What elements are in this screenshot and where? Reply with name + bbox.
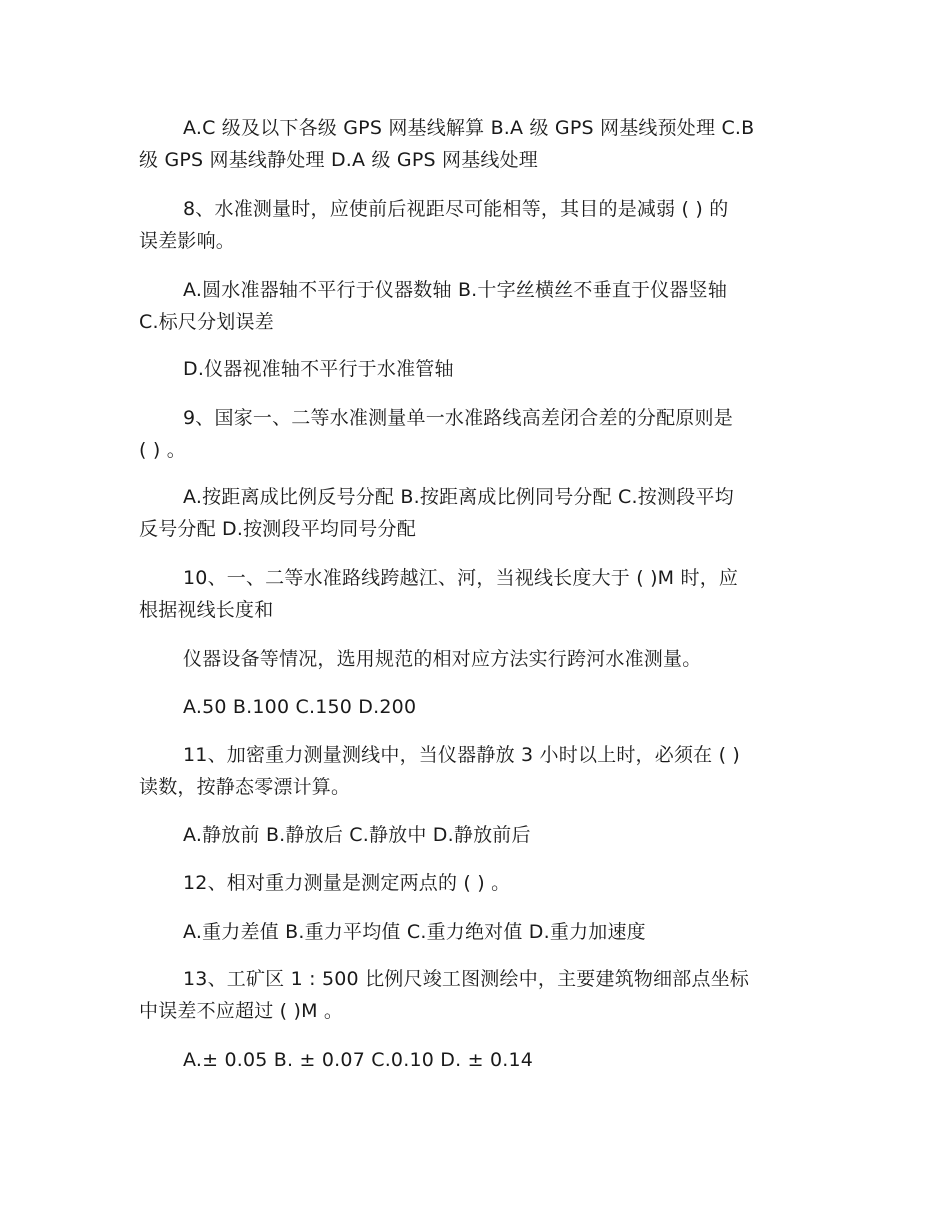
text-line: 11、加密重力测量测线中，当仪器静放 3 小时以上时，必须在 ( )	[183, 744, 741, 766]
q10-options	[139, 691, 811, 723]
q11-options	[139, 819, 811, 851]
q9-options	[139, 481, 811, 545]
text-line: A.C 级及以下各级 GPS 网基线解算 B.A 级 GPS 网基线预处理 C.B	[183, 117, 755, 139]
text-line: 级 GPS 网基线静处理 D.A 级 GPS 网基线处理	[139, 149, 538, 171]
q9-question	[139, 402, 811, 466]
text-line: 13、工矿区 1 : 500 比例尺竣工图测绘中，主要建筑物细部点坐标	[183, 968, 750, 990]
text-line: A.静放前 B.静放后 C.静放中 D.静放前后	[183, 824, 531, 846]
q8-options-ab	[139, 274, 811, 338]
q13-question	[139, 963, 811, 1027]
text-line: A.按距离成比例反号分配 B.按距离成比例同号分配 C.按测段平均	[183, 486, 734, 508]
q13-options	[139, 1044, 811, 1076]
text-line: 根据视线长度和	[139, 599, 274, 621]
text-line: A.50 B.100 C.150 D.200	[183, 696, 417, 718]
text-line: D.仪器视准轴不平行于水准管轴	[183, 358, 454, 380]
text-line: A.重力差值 B.重力平均值 C.重力绝对值 D.重力加速度	[183, 921, 646, 943]
q12-question	[139, 867, 811, 899]
q10-question	[139, 562, 811, 626]
q10-question-cont	[139, 643, 811, 675]
q11-question	[139, 739, 811, 803]
text-line: ( ) 。	[139, 439, 186, 461]
q12-options	[139, 916, 811, 948]
text-line: A.圆水准器轴不平行于仪器数轴 B.十字丝横丝不垂直于仪器竖轴	[183, 279, 728, 301]
text-line: 误差影响。	[139, 230, 236, 252]
text-line: 9、国家一、二等水准测量单一水准路线高差闭合差的分配原则是	[183, 407, 733, 429]
text-line: A.± 0.05 B. ± 0.07 C.0.10 D. ± 0.14	[183, 1049, 534, 1071]
q7-options	[139, 112, 811, 176]
text-line: 仪器设备等情况，选用规范的相对应方法实行跨河水准测量。	[183, 648, 702, 670]
text-line: 读数，按静态零漂计算。	[139, 776, 351, 798]
text-line: 12、相对重力测量是测定两点的 ( ) 。	[183, 872, 511, 894]
text-line: 中误差不应超过 ( )M 。	[139, 1000, 344, 1022]
text-line: 反号分配 D.按测段平均同号分配	[139, 518, 416, 540]
q8-question	[139, 193, 811, 257]
text-line: 8、水准测量时，应使前后视距尽可能相等，其目的是减弱 ( ) 的	[183, 198, 729, 220]
text-line: C.标尺分划误差	[139, 311, 274, 333]
q8-option-d	[139, 353, 811, 385]
text-line: 10、一、二等水准路线跨越江、河，当视线长度大于 ( )M 时，应	[183, 567, 739, 589]
